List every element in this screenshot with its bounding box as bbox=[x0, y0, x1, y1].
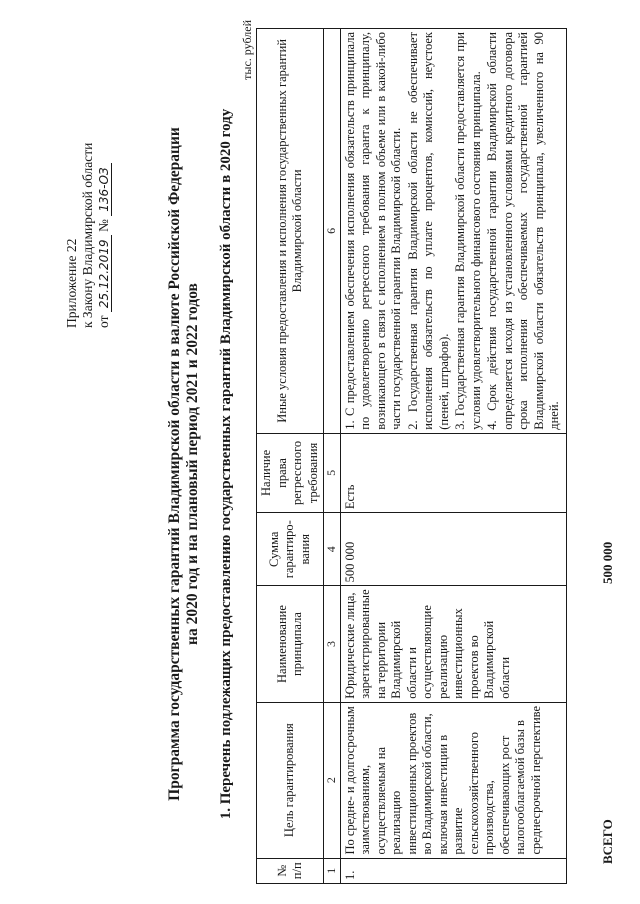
column-number: 5 bbox=[324, 433, 341, 512]
total-label: ВСЕГО bbox=[600, 819, 615, 864]
appendix-line3 bbox=[96, 88, 112, 328]
section-title: 1. Перечень подлежащих предоставлению государственных гарантий Владимирской области в 2020 году bbox=[218, 108, 234, 820]
column-number: 3 bbox=[324, 586, 341, 702]
header-conditions: Иные условия предоставления и исполнения государственных гарантий Владимирской области bbox=[257, 29, 324, 434]
row-regress: Есть bbox=[340, 433, 566, 512]
column-number: 1 bbox=[324, 858, 341, 883]
column-numbers-row bbox=[324, 29, 341, 884]
date-value: 25.12.2019 bbox=[97, 235, 112, 312]
column-number: 6 bbox=[324, 29, 341, 434]
number-value: 136-ОЗ bbox=[97, 163, 112, 215]
appendix-line2: к Закону Владимирской области bbox=[80, 142, 95, 328]
row-amount: 500 000 bbox=[340, 513, 566, 586]
column-number: 2 bbox=[324, 702, 341, 858]
header-purpose: Цель гарантирования bbox=[257, 702, 324, 858]
program-title-line2: на 2020 год и на плановый период 2021 и 2022 годов bbox=[184, 283, 201, 645]
column-number: 4 bbox=[324, 513, 341, 586]
row-num: 1. bbox=[340, 858, 566, 883]
row-principal: Юридические лица, зарегистрированные на территории Владимирской области и осуществляющие реализацию инвестиционных проектов во Владимирской области bbox=[340, 586, 566, 702]
condition-item: 1. С предоставлением обеспечения исполнения обязательств принципала по удовлетворению регрессного требования гаранта к принципалу, возникающего в связи с исполнением в полном объеме или в какой-либо части государственной гарантии Владимирской области. bbox=[342, 32, 403, 430]
header-num: № п/п bbox=[257, 858, 324, 883]
appendix-line1: Приложение 22 bbox=[64, 238, 79, 328]
table-row bbox=[340, 29, 566, 884]
table-header-row bbox=[257, 29, 324, 884]
appendix-block bbox=[64, 88, 112, 328]
header-principal: Наименование принципала bbox=[257, 586, 324, 702]
total-value: 500 000 bbox=[600, 541, 615, 584]
row-purpose: По средне- и долгосрочным заимствованиям, осуществляемым на реализацию инвестиционных проектов во Владимирской области, включая инвестиции в развитие сельскохозяйственного производства, обеспечивающих рост налогооблагаемой базы в среднесрочной перспективе bbox=[340, 702, 566, 858]
number-prefix: № bbox=[96, 219, 111, 233]
program-title-line1: Программа государственных гарантий Владимирской области в валюте Российской Федерации bbox=[166, 127, 183, 801]
date-prefix: от bbox=[96, 315, 111, 328]
guarantees-table bbox=[256, 28, 567, 884]
program-title bbox=[166, 64, 202, 864]
header-regress: Наличие права регрессного требования bbox=[257, 433, 324, 512]
row-conditions bbox=[340, 29, 566, 434]
condition-item: 3. Государственная гарантия Владимирской области предоставляется при условии удовлетворительного финансового состояния принципала. bbox=[453, 32, 483, 430]
units-label: тыс. рублей bbox=[240, 20, 254, 80]
header-amount: Сумма гарантиро-вания bbox=[257, 513, 324, 586]
condition-item: 2. Государственная гарантия Владимирской области не обеспечивает исполнения обязательств по уплате процентов, комиссий, неустоек (пеней, штрафов). bbox=[405, 32, 451, 430]
condition-item: 4. Срок действия государственной гарантии Владимирской области определяется исходя из установленного условиями кредитного договора срока исполнения обеспечиваемых государственной гарантией Владимирской области обязательств принципала, увеличенного на 90 дней. bbox=[485, 32, 561, 430]
